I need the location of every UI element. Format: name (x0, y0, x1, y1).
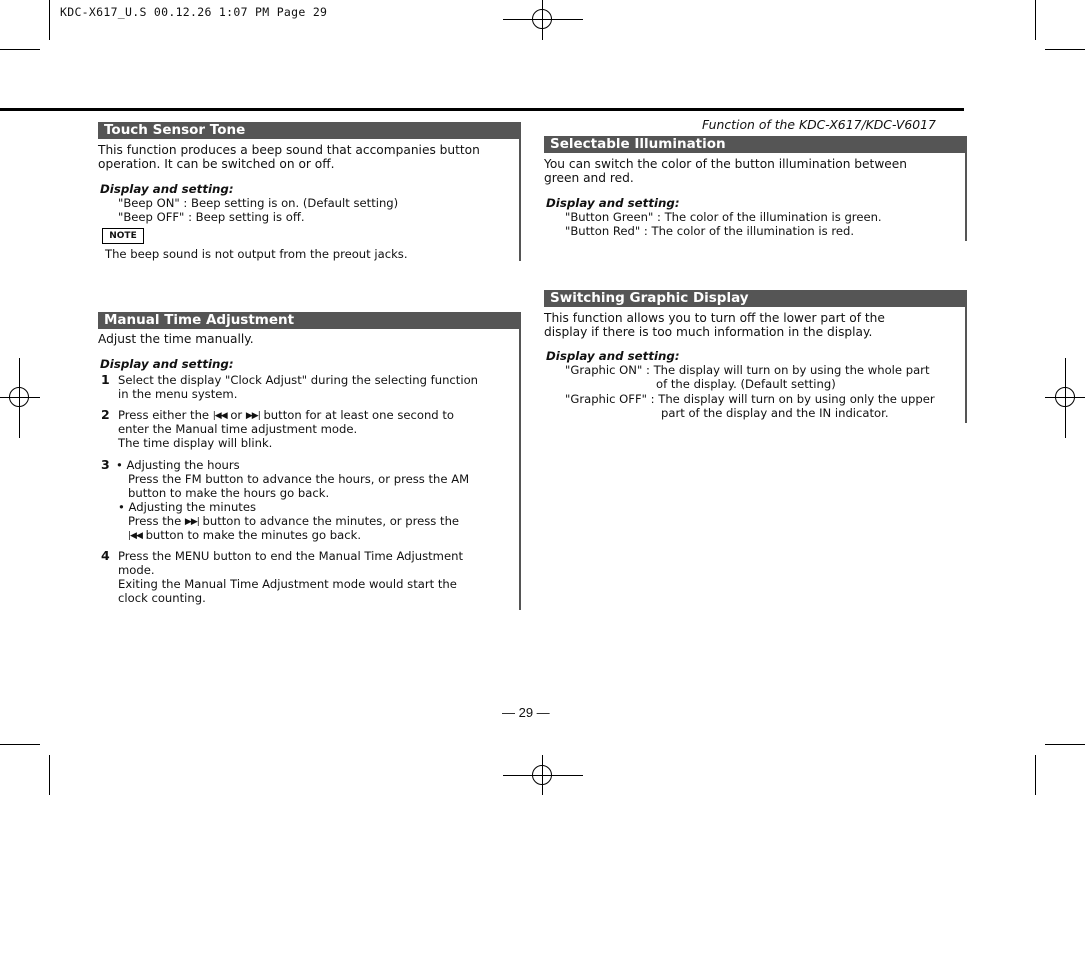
bullet-text: • Adjusting the hours (116, 458, 240, 472)
header-rule (0, 108, 964, 111)
desc-line: This function allows you to turn off the lower part of the (544, 311, 885, 325)
step-text: enter the Manual time adjustment mode. (118, 422, 358, 436)
display-setting-label: Display and setting: (100, 182, 234, 196)
desc-line: green and red. (544, 171, 634, 185)
step-text: The time display will blink. (118, 436, 273, 450)
step-text: Select the display "Clock Adjust" during the selecting function (118, 373, 479, 387)
option-line: "Graphic ON" : The display will turn on by using the whole part (565, 363, 930, 377)
step-text (128, 514, 459, 529)
bullet-text: • Adjusting the minutes (118, 500, 257, 514)
desc-line: Adjust the time manually. (98, 332, 254, 346)
option-line: "Beep ON" : Beep setting is on. (Default setting) (118, 196, 399, 210)
step-number: 4 (101, 548, 110, 563)
step-text: mode. (118, 563, 155, 577)
step-text: Press the FM button to advance the hours, or press the AM (128, 472, 470, 486)
step-text-part: or (230, 408, 243, 422)
step-text-part: button to advance the minutes, or press the (202, 514, 460, 528)
section-rule (965, 307, 967, 423)
desc-line: You can switch the color of the button illumination between (544, 157, 908, 171)
section-title: Manual Time Adjustment (98, 312, 521, 329)
function-of-label: Function of the KDC-X617/KDC-V6017 (702, 117, 936, 132)
step-text-part: Press the (128, 514, 182, 528)
page-number: — 29 — (502, 705, 550, 720)
section-title: Touch Sensor Tone (98, 122, 521, 139)
step-text: in the menu system. (118, 387, 238, 401)
step-text-part: button to make the minutes go back. (145, 528, 362, 542)
file-info: KDC-X617_U.S 00.12.26 1:07 PM Page 29 (60, 5, 328, 19)
step-text: clock counting. (118, 591, 206, 605)
step-text (128, 528, 361, 543)
option-line: "Button Red" : The color of the illumination is red. (565, 224, 855, 238)
next-track-icon: ▶▶| (245, 411, 260, 421)
next-track-icon: ▶▶| (184, 517, 199, 527)
display-setting-label: Display and setting: (100, 357, 234, 371)
display-setting-label: Display and setting: (546, 349, 680, 363)
step-text (118, 408, 454, 423)
note-text: The beep sound is not output from the preout jacks. (105, 247, 408, 261)
display-setting-label: Display and setting: (546, 196, 680, 210)
prev-track-icon: |◀◀ (128, 531, 142, 541)
step-number: 3 (101, 457, 110, 472)
step-text-part: button for at least one second to (263, 408, 454, 422)
section-rule (519, 329, 521, 610)
section-title: Selectable Illumination (544, 136, 967, 153)
prev-track-icon: |◀◀ (212, 411, 227, 421)
desc-line: display if there is too much information in the display. (544, 325, 873, 339)
desc-line: This function produces a beep sound that accompanies button (98, 143, 480, 157)
step-text: Exiting the Manual Time Adjustment mode would start the (118, 577, 457, 591)
step-number: 2 (101, 407, 110, 422)
step-number: 1 (101, 372, 110, 387)
section-rule (965, 153, 967, 241)
step-text-part: Press either the (118, 408, 210, 422)
note-badge: NOTE (102, 228, 144, 244)
option-line: of the display. (Default setting) (656, 377, 836, 391)
option-line: "Graphic OFF" : The display will turn on by using only the upper (565, 392, 935, 406)
step-text: button to make the hours go back. (128, 486, 330, 500)
section-title: Switching Graphic Display (544, 290, 967, 307)
option-line: "Button Green" : The color of the illumination is green. (565, 210, 882, 224)
section-rule (519, 139, 521, 261)
desc-line: operation. It can be switched on or off. (98, 157, 335, 171)
option-line: part of the display and the IN indicator. (661, 406, 889, 420)
step-text: Press the MENU button to end the Manual Time Adjustment (118, 549, 464, 563)
option-line: "Beep OFF" : Beep setting is off. (118, 210, 305, 224)
